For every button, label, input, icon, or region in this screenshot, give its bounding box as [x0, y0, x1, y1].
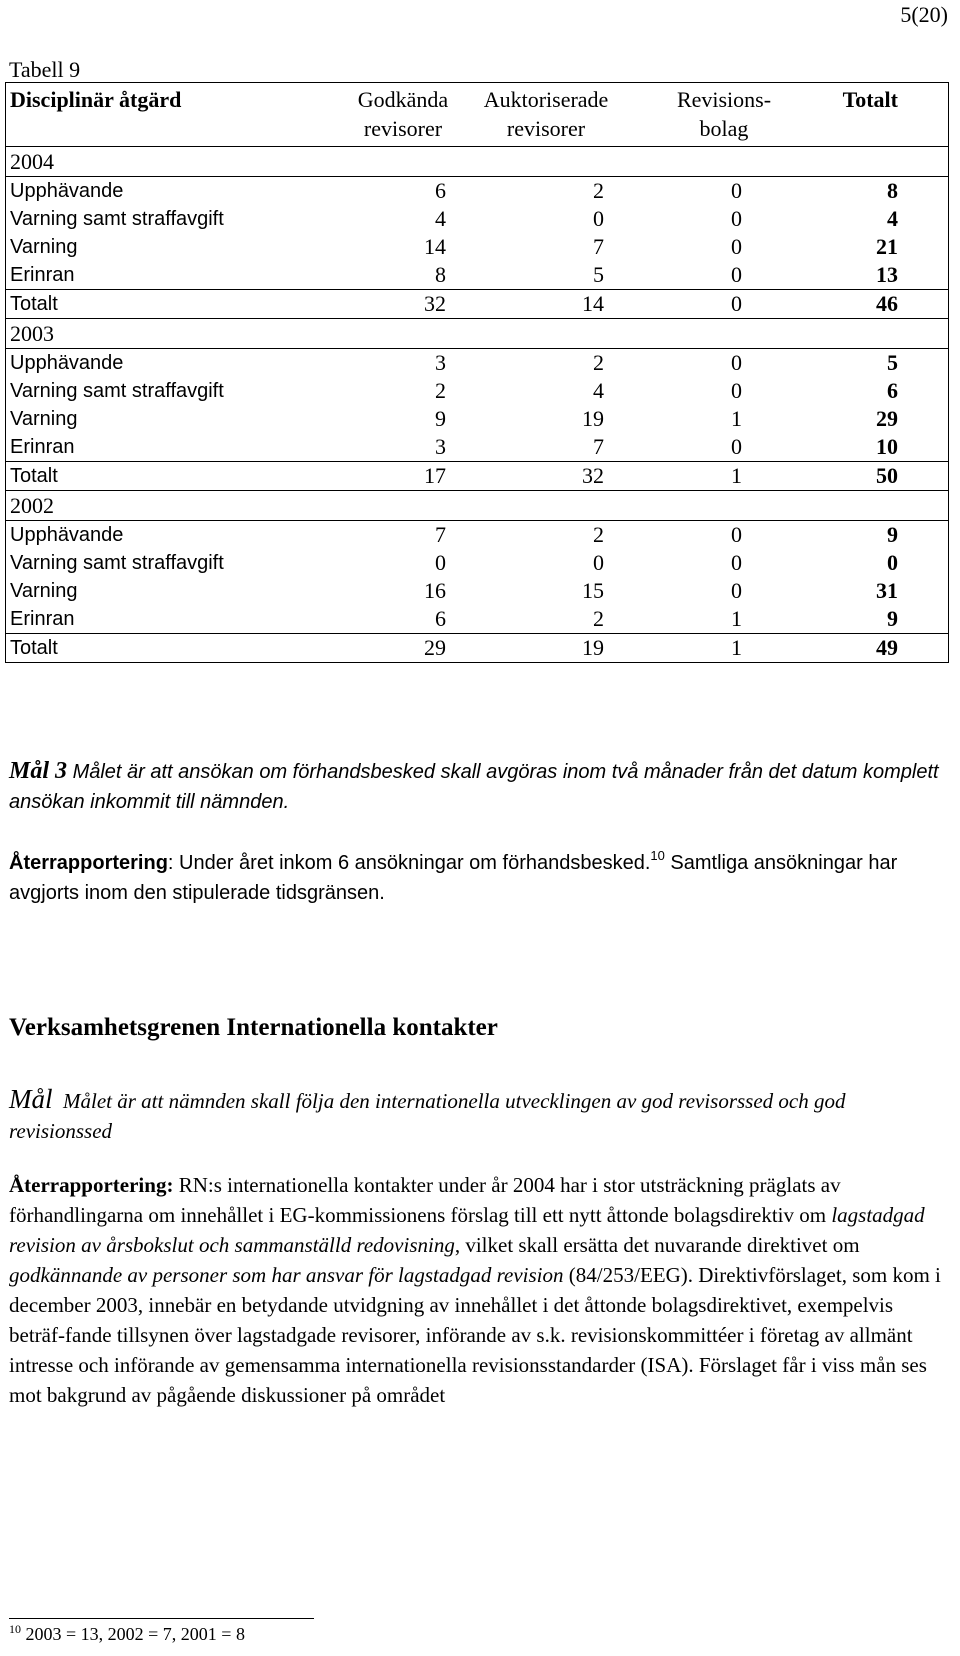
table-cell: 15: [582, 578, 604, 603]
table-cell: 0: [731, 378, 742, 403]
header-approved-auditors: Godkända revisorer: [357, 87, 449, 141]
table-cell: 0: [731, 522, 742, 547]
header-total: Totalt: [842, 87, 898, 112]
footnote-divider: [9, 1618, 314, 1619]
table-cell: 19: [462, 634, 630, 663]
table-cell: 0: [731, 578, 742, 603]
year-row: [6, 491, 949, 521]
table-cell: 19: [582, 406, 604, 431]
table-cell: 9: [887, 606, 898, 631]
section-heading: Verksamhetsgrenen Internationella kontakter: [9, 1014, 498, 1041]
table-row: [6, 233, 949, 261]
table-cell: 0: [731, 550, 742, 575]
table-cell: 1: [630, 462, 818, 491]
row-label: Erinran: [10, 264, 75, 286]
footnote-text: 2003 = 13, 2002 = 7, 2001 = 8: [21, 1624, 245, 1644]
footnote: [9, 1624, 245, 1645]
goal-international-text: Målet är att nämnden skall följa den internationella utvecklingen av god revisorssed och god revisionssed: [9, 1089, 846, 1143]
table-cell: 14: [462, 290, 630, 319]
report-2-italic-1: lagstadgad revision av årsbokslut och sammanställd redovisning: [9, 1203, 925, 1257]
row-label: Upphävande: [10, 524, 124, 546]
table-cell: 0: [593, 206, 604, 231]
table-cell: 32: [344, 290, 462, 319]
table-row: [6, 521, 949, 550]
table-cell: 7: [593, 234, 604, 259]
goal-3-label: Mål 3: [9, 758, 68, 784]
table-cell: 2: [593, 178, 604, 203]
table-cell: 1: [630, 634, 818, 663]
table-cell: 0: [731, 234, 742, 259]
table-cell: 3: [435, 434, 446, 459]
header-disciplinary-action: Disciplinär åtgärd: [10, 87, 182, 112]
table-cell: 8: [435, 262, 446, 287]
table-cell: 4: [887, 206, 898, 231]
table-cell: 2: [435, 378, 446, 403]
table-cell: 6: [435, 606, 446, 631]
table-cell: 32: [462, 462, 630, 491]
row-label: Erinran: [10, 436, 75, 458]
table-cell: 5: [593, 262, 604, 287]
table-cell: 0: [731, 350, 742, 375]
table-cell: 29: [876, 406, 898, 431]
table-cell: 0: [593, 550, 604, 575]
table-cell: 0: [887, 550, 898, 575]
row-label: Upphävande: [10, 352, 124, 374]
row-label: Erinran: [10, 608, 75, 630]
page-number: 5(20): [900, 2, 948, 27]
table-row: [6, 349, 949, 378]
table-row: [6, 377, 949, 405]
row-label: Totalt: [6, 634, 345, 663]
table-row: [6, 205, 949, 233]
table-cell: 9: [435, 406, 446, 431]
year-row: [6, 319, 949, 349]
goal-international: [9, 1084, 944, 1146]
report-2-text: RN:s internationella kontakter under år 2004 har i stor utsträckning präglats av förhandlingarna om innehållet i EG-kommissionens förslag till ett nytt åttonde bolagsdirektiv om: [9, 1173, 841, 1227]
table-cell: 16: [424, 578, 446, 603]
table-cell: 2: [593, 350, 604, 375]
table-cell: 0: [731, 434, 742, 459]
table-cell: 10: [876, 434, 898, 459]
table-row: [6, 549, 949, 577]
table-cell: 3: [435, 350, 446, 375]
table-caption: Tabell 9: [9, 57, 81, 82]
report-2-label: Återrapportering:: [9, 1173, 174, 1197]
total-row: [6, 290, 949, 319]
table-cell: 2: [593, 606, 604, 631]
table-cell: 8: [887, 178, 898, 203]
year-label: 2002: [6, 491, 949, 521]
report-1-text-before: : Under året inkom 6 ansökningar om förhandsbesked.: [167, 852, 651, 874]
goal-3: [9, 756, 939, 817]
goal-3-text: Målet är att ansökan om förhandsbesked skall avgöras inom två månader från det datum komplett ansökan inkommit till nämnden.: [9, 761, 939, 813]
table-cell: 4: [593, 378, 604, 403]
table-cell: 7: [435, 522, 446, 547]
total-row: [6, 634, 949, 663]
row-label: Varning samt straffavgift: [10, 552, 224, 574]
row-label: Varning: [10, 408, 78, 430]
footnote-number: 10: [9, 1622, 21, 1636]
year-label: 2004: [6, 147, 949, 177]
table-cell: 0: [731, 206, 742, 231]
report-1-label: Återrapportering: [9, 852, 168, 874]
table-cell: 6: [887, 378, 898, 403]
table-cell: 5: [887, 350, 898, 375]
row-label: Varning samt straffavgift: [10, 380, 224, 402]
table-cell: 29: [344, 634, 462, 663]
table-cell: 0: [731, 178, 742, 203]
report-2: [9, 1170, 954, 1410]
total-row: [6, 462, 949, 491]
footnote-reference[interactable]: 10: [650, 848, 665, 863]
table-cell: 6: [435, 178, 446, 203]
table-cell: 1: [731, 406, 742, 431]
table-body: [6, 147, 949, 663]
row-label: Totalt: [6, 290, 345, 319]
disciplinary-table: [5, 82, 949, 663]
table-cell: 2: [593, 522, 604, 547]
year-row: [6, 147, 949, 177]
table-cell: 14: [424, 234, 446, 259]
report-2-text: , vilket skall ersätta det nuvarande direktivet om: [454, 1233, 860, 1257]
row-label: Varning: [10, 580, 78, 602]
table-row: [6, 433, 949, 462]
table-cell: 4: [435, 206, 446, 231]
header-authorized-auditors: Auktoriserade revisorer: [483, 87, 609, 141]
table-row: [6, 261, 949, 290]
report-2-text: (84/253/EEG). Direktivförslaget, som kom i december 2003, innebär en betydande utvidgning av innehållet i det åttonde bolagsdirektivet, exempelvis beträf-fande tillsynen över lagstadgade revisorer, införande av s.k. revisionskommittéer i företag av allmänt intresse och införande av gemensamma internationella revisionsstandarder (ISA). Förslaget får i viss mån ses mot bakgrund av pågående diskussioner på området: [9, 1263, 941, 1407]
table-cell: 46: [818, 290, 949, 319]
row-label: Upphävande: [10, 180, 124, 202]
table-row: [6, 405, 949, 433]
table-cell: 9: [887, 522, 898, 547]
table-header-row: [6, 83, 949, 147]
table-row: [6, 605, 949, 634]
table-cell: 31: [876, 578, 898, 603]
header-audit-firms: Revisions- bolag: [676, 87, 772, 141]
row-label: Varning: [10, 236, 78, 258]
year-label: 2003: [6, 319, 949, 349]
table-cell: 0: [435, 550, 446, 575]
row-label: Totalt: [6, 462, 345, 491]
table-cell: 0: [630, 290, 818, 319]
table-cell: 1: [731, 606, 742, 631]
table-row: [6, 577, 949, 605]
report-2-italic-2: godkännande av personer som har ansvar för lagstadgad revision: [9, 1263, 564, 1287]
report-1-text-after: Samtliga ansökningar har avgjorts inom den stipulerade tidsgränsen.: [9, 852, 898, 904]
table-cell: 17: [344, 462, 462, 491]
table-row: [6, 177, 949, 206]
row-label: Varning samt straffavgift: [10, 208, 224, 230]
goal-international-label: Mål: [9, 1084, 53, 1114]
report-1: [9, 848, 939, 908]
table-cell: 49: [818, 634, 949, 663]
table-cell: 21: [876, 234, 898, 259]
table-cell: 7: [593, 434, 604, 459]
table-cell: 13: [876, 262, 898, 287]
table-cell: 50: [818, 462, 949, 491]
table-cell: 0: [731, 262, 742, 287]
